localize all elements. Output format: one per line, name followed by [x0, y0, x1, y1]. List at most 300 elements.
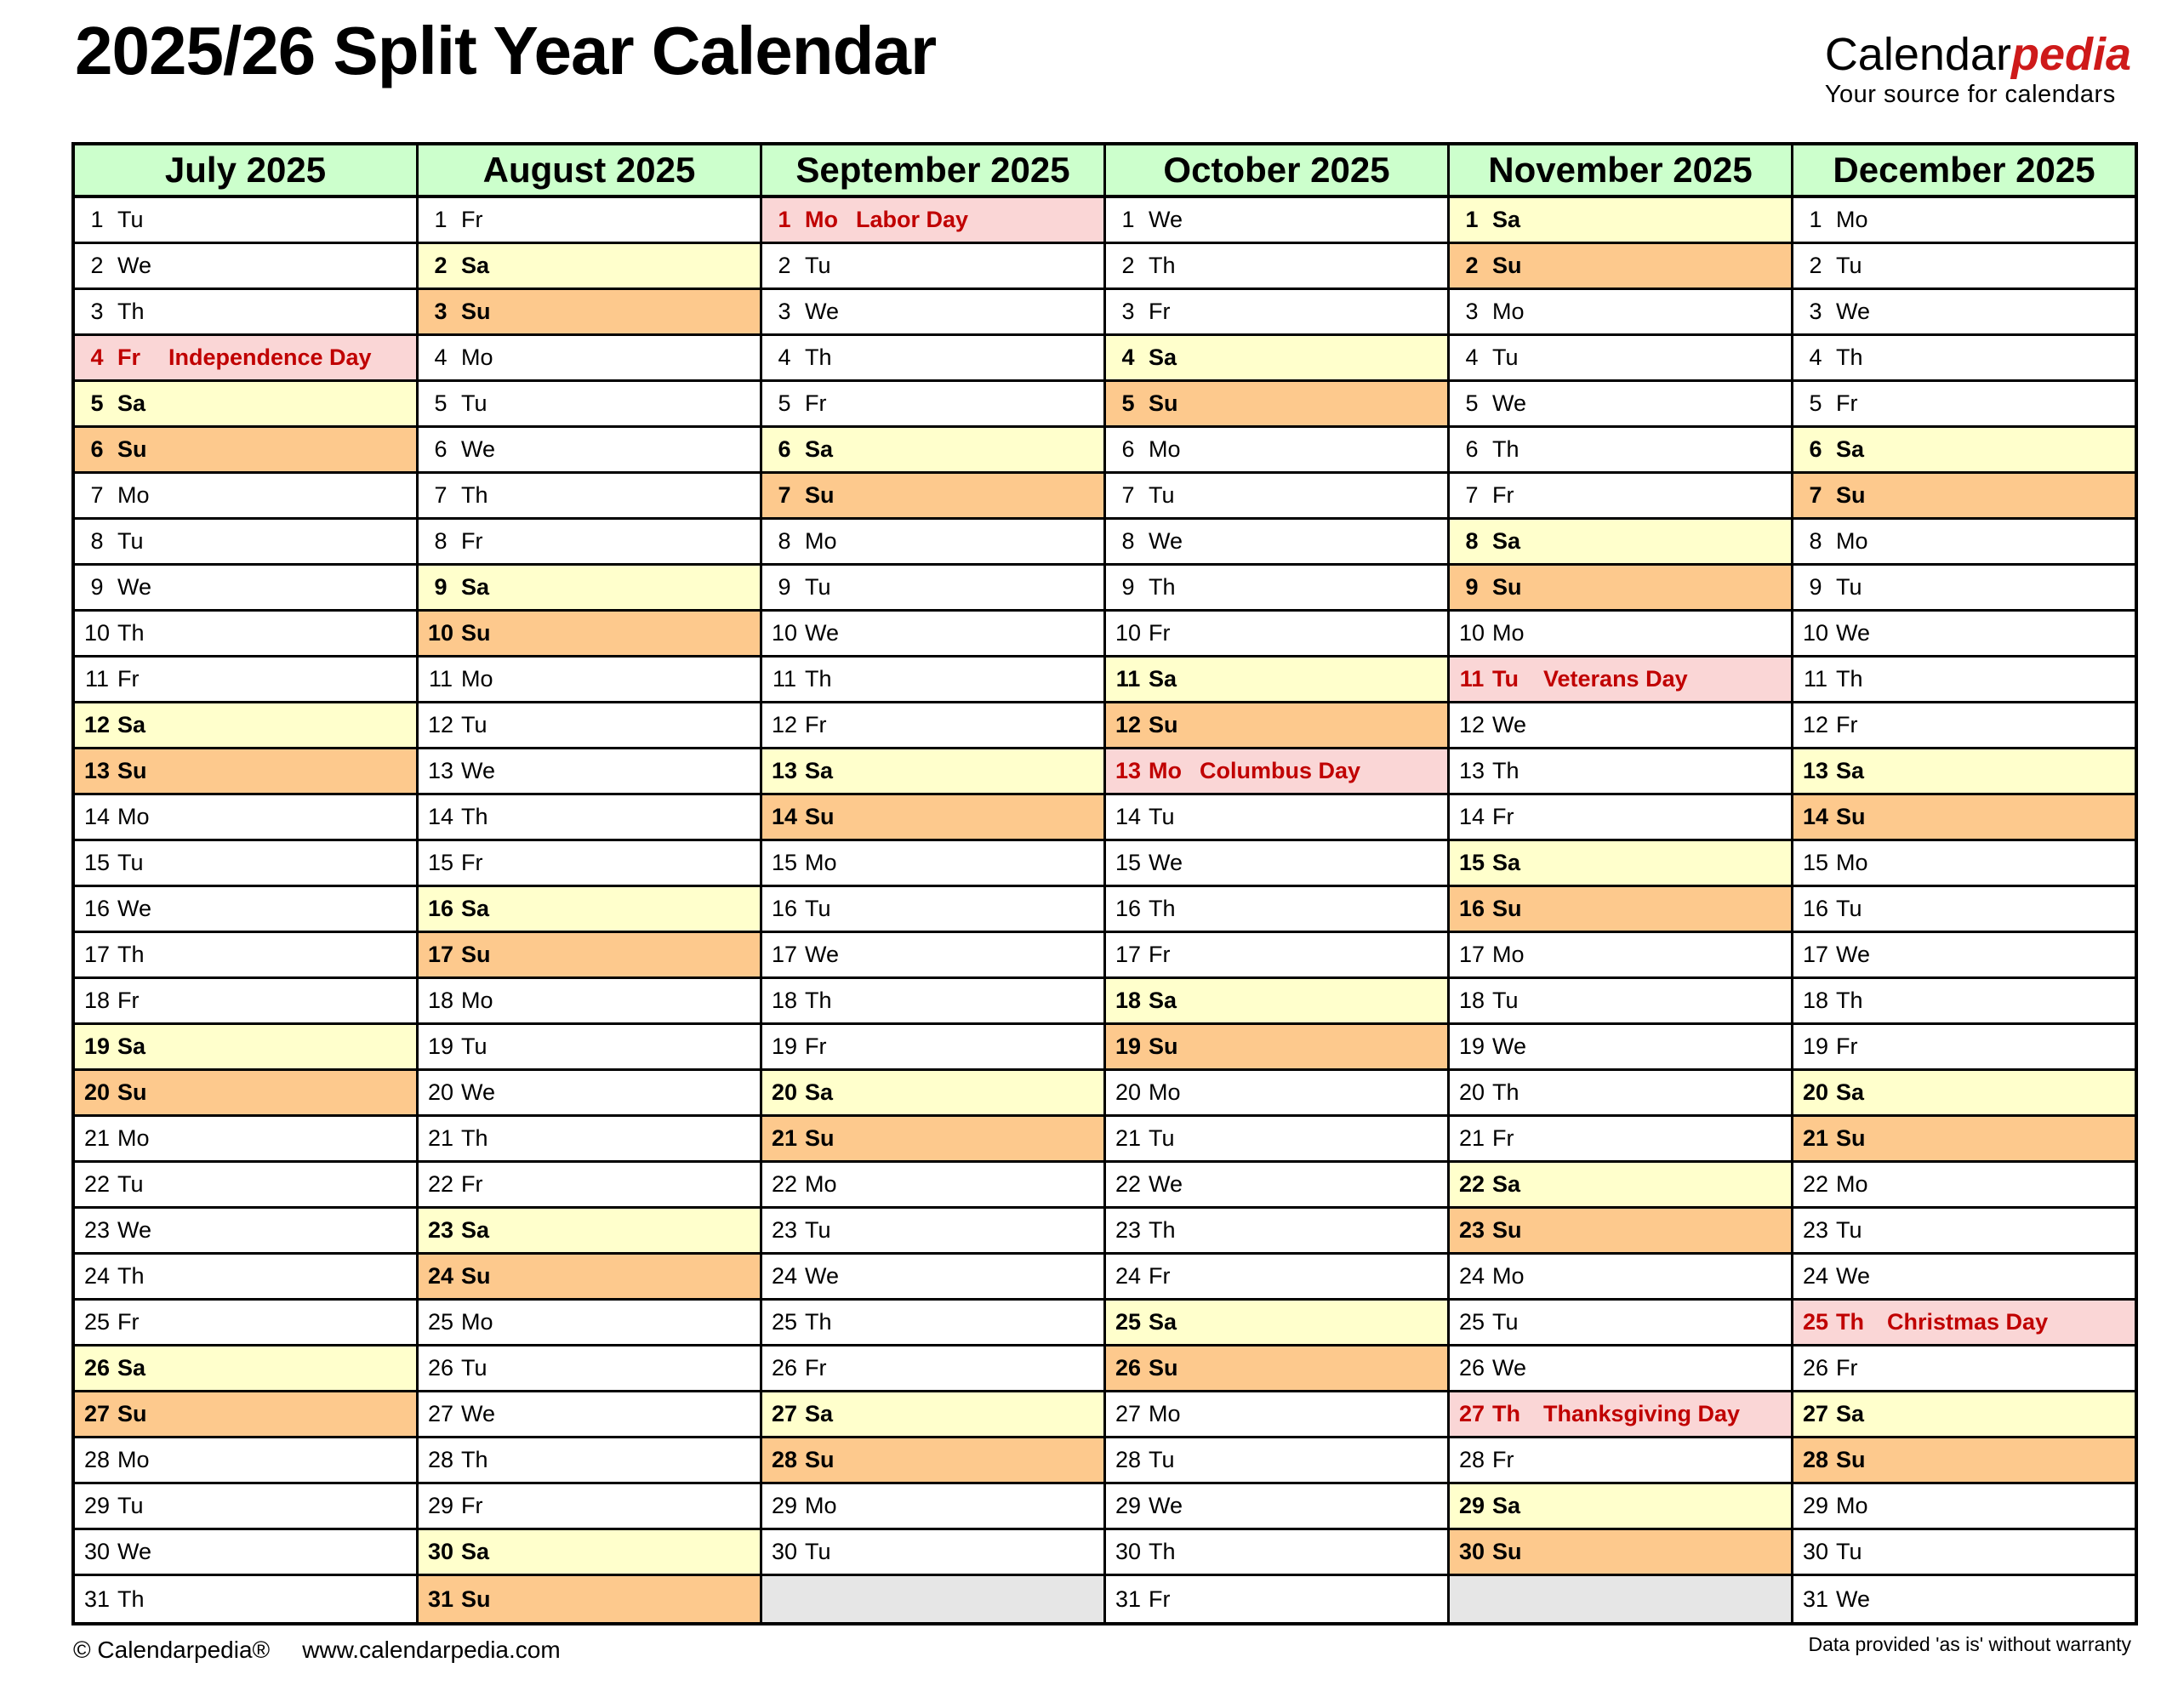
- day-number: 8: [778, 528, 791, 554]
- day-of-week: Tu: [1836, 253, 1862, 278]
- day-cell: [1106, 1438, 1447, 1484]
- day-number: 27: [83, 1401, 111, 1426]
- day-cell: [762, 887, 1103, 933]
- day-of-week: Tu: [1149, 1125, 1175, 1151]
- day-of-week: Fr: [1836, 1033, 1858, 1059]
- day-of-week: Tu: [117, 528, 144, 554]
- day-of-week: Su: [1492, 253, 1522, 278]
- day-of-week: Tu: [805, 574, 831, 600]
- day-of-week: We: [117, 574, 152, 600]
- day-of-week: Sa: [1836, 758, 1865, 783]
- day-cell: [762, 428, 1103, 474]
- day-cell: [1106, 1255, 1447, 1301]
- day-cell: [1106, 841, 1447, 887]
- day-of-week: Mo: [805, 1493, 837, 1518]
- day-of-week: Fr: [1492, 1447, 1514, 1472]
- day-of-week: Tu: [1836, 574, 1862, 600]
- day-of-week: Mo: [1149, 1401, 1181, 1426]
- day-of-week: We: [461, 1401, 496, 1426]
- day-cell: [1793, 1301, 2135, 1346]
- day-number: 10: [1115, 620, 1142, 646]
- day-number: 17: [83, 942, 111, 967]
- day-number: 11: [1115, 666, 1141, 692]
- day-cell: [1450, 1163, 1791, 1209]
- day-of-week: Th: [1149, 253, 1176, 278]
- day-of-week: Fr: [1492, 804, 1514, 829]
- day-of-week: We: [117, 253, 152, 278]
- day-cell: [1450, 1530, 1791, 1576]
- day-cell: [75, 1438, 416, 1484]
- day-number: 13: [83, 758, 111, 783]
- day-cell: [1450, 841, 1791, 887]
- logo-tagline: Your source for calendars: [1824, 80, 2116, 108]
- day-cell: [1793, 749, 2135, 795]
- holiday-name: Veterans Day: [1543, 666, 1688, 692]
- day-of-week: Th: [1492, 1401, 1520, 1426]
- day-cell: [1450, 658, 1791, 703]
- day-number: 20: [1458, 1079, 1485, 1105]
- day-cell: [419, 749, 760, 795]
- day-of-week: Fr: [1492, 1125, 1514, 1151]
- day-cell: [419, 1071, 760, 1117]
- day-number: 22: [1458, 1171, 1485, 1197]
- day-number: 9: [1465, 574, 1479, 600]
- day-number: 22: [1802, 1171, 1829, 1197]
- day-number: 5: [90, 390, 104, 416]
- day-number: 28: [427, 1447, 454, 1472]
- day-cell: [1450, 382, 1791, 428]
- day-number: 31: [83, 1586, 111, 1612]
- day-number: 21: [83, 1125, 111, 1151]
- day-cell: [419, 1301, 760, 1346]
- logo-wordmark-red: pedia: [2010, 29, 2131, 80]
- day-of-week: Fr: [805, 712, 827, 737]
- month-header: September 2025: [762, 145, 1103, 198]
- day-of-week: Fr: [1836, 1355, 1858, 1381]
- day-number: 2: [778, 253, 791, 278]
- day-number: 17: [1802, 942, 1829, 967]
- day-of-week: Tu: [1492, 666, 1519, 692]
- day-number: 4: [1809, 344, 1822, 370]
- day-cell: [1450, 703, 1791, 749]
- calendarpedia-logo: [1825, 31, 2131, 109]
- day-of-week: Th: [1149, 896, 1176, 921]
- day-cell: [1106, 1392, 1447, 1438]
- day-number: 1: [90, 207, 104, 232]
- day-cell: [1793, 612, 2135, 658]
- day-cell: [1450, 1484, 1791, 1530]
- day-number: 24: [83, 1263, 111, 1289]
- day-cell: [1106, 198, 1447, 244]
- day-cell: [1793, 1025, 2135, 1071]
- footer-left: [73, 1637, 561, 1664]
- footer-url-link[interactable]: www.calendarpedia.com: [302, 1637, 561, 1663]
- day-of-week: We: [805, 620, 840, 646]
- day-cell: [1106, 1071, 1447, 1117]
- day-of-week: Fr: [1149, 1263, 1171, 1289]
- day-number: 17: [1458, 942, 1485, 967]
- day-number: 5: [1121, 390, 1135, 416]
- day-cell: [419, 1025, 760, 1071]
- day-number: 29: [771, 1493, 798, 1518]
- day-cell: [1106, 703, 1447, 749]
- logo-wordmark-black: Calendar: [1824, 29, 2011, 80]
- day-number: 17: [427, 942, 454, 967]
- day-of-week: We: [1836, 620, 1871, 646]
- day-cell: [419, 566, 760, 612]
- day-of-week: Tu: [1149, 482, 1175, 508]
- day-cell: [1106, 1576, 1447, 1622]
- day-number: 3: [1121, 299, 1135, 324]
- day-number: 25: [771, 1309, 798, 1335]
- day-of-week: Su: [1149, 390, 1178, 416]
- day-number: 2: [1121, 253, 1135, 278]
- day-number: 29: [427, 1493, 454, 1518]
- day-number: 19: [427, 1033, 454, 1059]
- day-cell: [75, 841, 416, 887]
- day-of-week: Fr: [805, 390, 827, 416]
- day-number: 30: [1115, 1539, 1142, 1564]
- day-number: 27: [1802, 1401, 1829, 1426]
- day-number: 6: [1809, 436, 1822, 462]
- day-number: 30: [1458, 1539, 1485, 1564]
- day-number: 13: [1115, 758, 1142, 783]
- day-of-week: Su: [1836, 482, 1866, 508]
- day-cell: [1793, 658, 2135, 703]
- holiday-name: Thanksgiving Day: [1543, 1401, 1741, 1426]
- day-number: 7: [1465, 482, 1479, 508]
- day-number: 9: [778, 574, 791, 600]
- day-number: 7: [90, 482, 104, 508]
- day-of-week: Sa: [805, 758, 834, 783]
- day-cell: [1793, 198, 2135, 244]
- day-cell: [75, 520, 416, 566]
- day-number: 7: [778, 482, 791, 508]
- day-cell: [419, 1163, 760, 1209]
- day-of-week: Tu: [805, 896, 831, 921]
- day-cell: [75, 566, 416, 612]
- day-number: 9: [90, 574, 104, 600]
- day-number: 30: [1802, 1539, 1829, 1564]
- day-cell: [762, 1392, 1103, 1438]
- day-cell: [762, 933, 1103, 979]
- day-of-week: Fr: [805, 1355, 827, 1381]
- day-number: 8: [90, 528, 104, 554]
- day-cell: [1106, 1117, 1447, 1163]
- day-cell: [1450, 1071, 1791, 1117]
- day-of-week: Fr: [461, 1171, 483, 1197]
- day-of-week: Mo: [1836, 207, 1868, 232]
- day-of-week: Fr: [1836, 712, 1858, 737]
- day-number: 22: [771, 1171, 798, 1197]
- day-number: 15: [1115, 850, 1142, 875]
- day-of-week: Tu: [805, 253, 831, 278]
- day-cell: [1106, 1209, 1447, 1255]
- day-of-week: Sa: [1149, 666, 1177, 692]
- day-cell: [1793, 795, 2135, 841]
- day-number: 12: [83, 712, 111, 737]
- day-of-week: Tu: [1836, 1217, 1862, 1243]
- day-of-week: Mo: [461, 1309, 493, 1335]
- day-cell: [1106, 612, 1447, 658]
- day-cell: [762, 1530, 1103, 1576]
- day-of-week: Fr: [461, 528, 483, 554]
- day-of-week: Sa: [1492, 850, 1521, 875]
- day-of-week: Th: [1492, 758, 1519, 783]
- day-of-week: Mo: [1492, 1263, 1525, 1289]
- day-of-week: Su: [1836, 1125, 1866, 1151]
- month-column-october: [1106, 145, 1450, 1622]
- day-number: 4: [1465, 344, 1479, 370]
- day-of-week: Mo: [1149, 436, 1181, 462]
- day-number: 27: [427, 1401, 454, 1426]
- day-number: 11: [84, 666, 110, 692]
- day-of-week: Tu: [117, 1493, 144, 1518]
- day-cell: [762, 1346, 1103, 1392]
- day-cell: [762, 474, 1103, 520]
- day-of-week: Mo: [805, 528, 837, 554]
- footer-copyright: © Calendarpedia®: [73, 1637, 271, 1663]
- day-number: 19: [771, 1033, 798, 1059]
- day-number: 17: [1115, 942, 1142, 967]
- day-of-week: Sa: [461, 896, 490, 921]
- day-number: 16: [771, 896, 798, 921]
- day-of-week: Mo: [1149, 758, 1182, 783]
- day-of-week: Mo: [805, 850, 837, 875]
- day-number: 7: [434, 482, 448, 508]
- day-cell: [1793, 1346, 2135, 1392]
- day-cell: [762, 841, 1103, 887]
- day-number: 14: [771, 804, 798, 829]
- day-cell: [1793, 1484, 2135, 1530]
- day-cell: [1450, 1255, 1791, 1301]
- day-number: 2: [434, 253, 448, 278]
- day-cell: [762, 382, 1103, 428]
- day-number: 31: [1802, 1586, 1829, 1612]
- day-number: 24: [1458, 1263, 1485, 1289]
- day-of-week: Th: [805, 988, 832, 1013]
- day-of-week: Mo: [1836, 1493, 1868, 1518]
- day-cell: [1450, 795, 1791, 841]
- day-number: 26: [83, 1355, 111, 1381]
- day-number: 28: [1802, 1447, 1829, 1472]
- day-cell: [1450, 474, 1791, 520]
- day-cell: [762, 566, 1103, 612]
- day-cell: [762, 1484, 1103, 1530]
- day-cell: [75, 428, 416, 474]
- day-number: 2: [1465, 253, 1479, 278]
- day-number: 12: [1458, 712, 1485, 737]
- day-number: 19: [1802, 1033, 1829, 1059]
- day-number: 10: [1802, 620, 1829, 646]
- day-cell: [419, 1117, 760, 1163]
- day-cell: [1106, 520, 1447, 566]
- day-number: 26: [771, 1355, 798, 1381]
- day-number: 14: [1802, 804, 1829, 829]
- day-number: 9: [1121, 574, 1135, 600]
- day-number: 6: [434, 436, 448, 462]
- day-number: 4: [90, 344, 104, 370]
- day-cell: [1106, 1484, 1447, 1530]
- day-of-week: Tu: [461, 390, 487, 416]
- day-cell: [75, 703, 416, 749]
- day-cell: [419, 290, 760, 336]
- day-cell: [1793, 290, 2135, 336]
- day-cell: [1793, 244, 2135, 290]
- day-cell: [1793, 887, 2135, 933]
- day-cell: [1793, 428, 2135, 474]
- day-cell: [419, 1530, 760, 1576]
- day-of-week: Tu: [1149, 1447, 1175, 1472]
- day-cell: [1450, 520, 1791, 566]
- day-of-week: Sa: [805, 1079, 834, 1105]
- day-of-week: Sa: [461, 1217, 490, 1243]
- day-of-week: Tu: [1492, 1309, 1519, 1335]
- day-of-week: Tu: [1836, 896, 1862, 921]
- day-number: 3: [1465, 299, 1479, 324]
- day-number: 1: [1809, 207, 1822, 232]
- day-cell: [75, 1301, 416, 1346]
- day-cell: [1793, 979, 2135, 1025]
- day-cell: [1793, 933, 2135, 979]
- day-of-week: Sa: [1836, 1401, 1865, 1426]
- day-of-week: Tu: [117, 850, 144, 875]
- day-cell: [419, 336, 760, 382]
- day-of-week: Fr: [1492, 482, 1514, 508]
- day-of-week: Sa: [117, 712, 146, 737]
- day-of-week: Tu: [1492, 344, 1519, 370]
- day-cell: [1450, 749, 1791, 795]
- day-of-week: Fr: [1149, 299, 1171, 324]
- day-of-week: Fr: [805, 1033, 827, 1059]
- day-of-week: Tu: [117, 1171, 144, 1197]
- day-of-week: We: [117, 1539, 152, 1564]
- day-of-week: Fr: [1149, 942, 1171, 967]
- day-of-week: Mo: [461, 666, 493, 692]
- day-number: 4: [778, 344, 791, 370]
- day-number: 25: [1458, 1309, 1485, 1335]
- day-number: 10: [771, 620, 798, 646]
- day-of-week: Fr: [1149, 620, 1171, 646]
- day-number: 15: [427, 850, 454, 875]
- day-of-week: Sa: [1492, 528, 1521, 554]
- day-number: 11: [1803, 666, 1828, 692]
- day-cell: [762, 1438, 1103, 1484]
- day-number: 6: [90, 436, 104, 462]
- day-of-week: Su: [461, 299, 491, 324]
- day-number: 28: [1115, 1447, 1142, 1472]
- day-of-week: Mo: [117, 1125, 150, 1151]
- calendar-table: [71, 142, 2138, 1625]
- day-cell: [762, 1301, 1103, 1346]
- day-number: 18: [83, 988, 111, 1013]
- day-of-week: We: [1836, 942, 1871, 967]
- day-of-week: We: [1492, 1033, 1527, 1059]
- day-of-week: Sa: [1149, 1309, 1177, 1335]
- day-of-week: Tu: [805, 1217, 831, 1243]
- day-cell: [1106, 933, 1447, 979]
- day-cell: [419, 474, 760, 520]
- day-number: 5: [1465, 390, 1479, 416]
- day-of-week: Sa: [461, 253, 490, 278]
- day-of-week: We: [805, 1263, 840, 1289]
- day-cell: [1793, 336, 2135, 382]
- day-number: 3: [1809, 299, 1822, 324]
- day-number: 21: [771, 1125, 798, 1151]
- day-number: 12: [1115, 712, 1142, 737]
- day-of-week: Th: [1149, 574, 1176, 600]
- day-cell: [762, 198, 1103, 244]
- day-of-week: Mo: [805, 207, 838, 232]
- day-of-week: Su: [1492, 896, 1522, 921]
- day-cell: [1106, 336, 1447, 382]
- day-number: 15: [1458, 850, 1485, 875]
- day-of-week: Su: [1836, 804, 1866, 829]
- day-cell: [1793, 703, 2135, 749]
- day-number: 15: [1802, 850, 1829, 875]
- day-of-week: Sa: [1492, 1493, 1521, 1518]
- day-cell: [762, 703, 1103, 749]
- month-column-september: [762, 145, 1106, 1622]
- day-number: 28: [771, 1447, 798, 1472]
- day-number: 31: [427, 1586, 454, 1612]
- day-cell: [419, 612, 760, 658]
- day-of-week: Th: [1836, 666, 1863, 692]
- day-cell: [75, 795, 416, 841]
- day-cell: [1793, 1576, 2135, 1622]
- day-number: 20: [427, 1079, 454, 1105]
- day-number: 25: [1802, 1309, 1829, 1335]
- day-of-week: Sa: [1149, 988, 1177, 1013]
- day-of-week: Th: [461, 1125, 488, 1151]
- holiday-name: Labor Day: [856, 207, 969, 232]
- day-number: 4: [1121, 344, 1135, 370]
- day-cell: [1793, 1163, 2135, 1209]
- day-number: 14: [83, 804, 111, 829]
- day-number: 7: [1809, 482, 1822, 508]
- day-of-week: Tu: [1836, 1539, 1862, 1564]
- day-of-week: Su: [805, 1447, 835, 1472]
- day-of-week: Th: [461, 804, 488, 829]
- day-cell: [1450, 1438, 1791, 1484]
- day-of-week: Th: [461, 1447, 488, 1472]
- day-of-week: Th: [1492, 1079, 1519, 1105]
- day-of-week: Su: [1836, 1447, 1866, 1472]
- day-number: 19: [83, 1033, 111, 1059]
- day-cell: [419, 244, 760, 290]
- day-cell: [75, 1071, 416, 1117]
- day-number: 3: [434, 299, 448, 324]
- day-number: 20: [83, 1079, 111, 1105]
- day-number: 15: [83, 850, 111, 875]
- day-number: 13: [1802, 758, 1829, 783]
- day-cell: [1106, 1346, 1447, 1392]
- day-number: 9: [434, 574, 448, 600]
- day-of-week: Mo: [1149, 1079, 1181, 1105]
- day-cell: [1450, 1346, 1791, 1392]
- day-cell: [762, 1117, 1103, 1163]
- day-of-week: Su: [461, 1263, 491, 1289]
- day-number: 23: [1802, 1217, 1829, 1243]
- day-of-week: Th: [1492, 436, 1519, 462]
- day-of-week: Fr: [461, 207, 483, 232]
- day-of-week: Mo: [1492, 942, 1525, 967]
- day-number: 3: [778, 299, 791, 324]
- day-number: 10: [83, 620, 111, 646]
- day-of-week: Fr: [461, 1493, 483, 1518]
- day-of-week: Tu: [461, 1355, 487, 1381]
- day-cell: [419, 1438, 760, 1484]
